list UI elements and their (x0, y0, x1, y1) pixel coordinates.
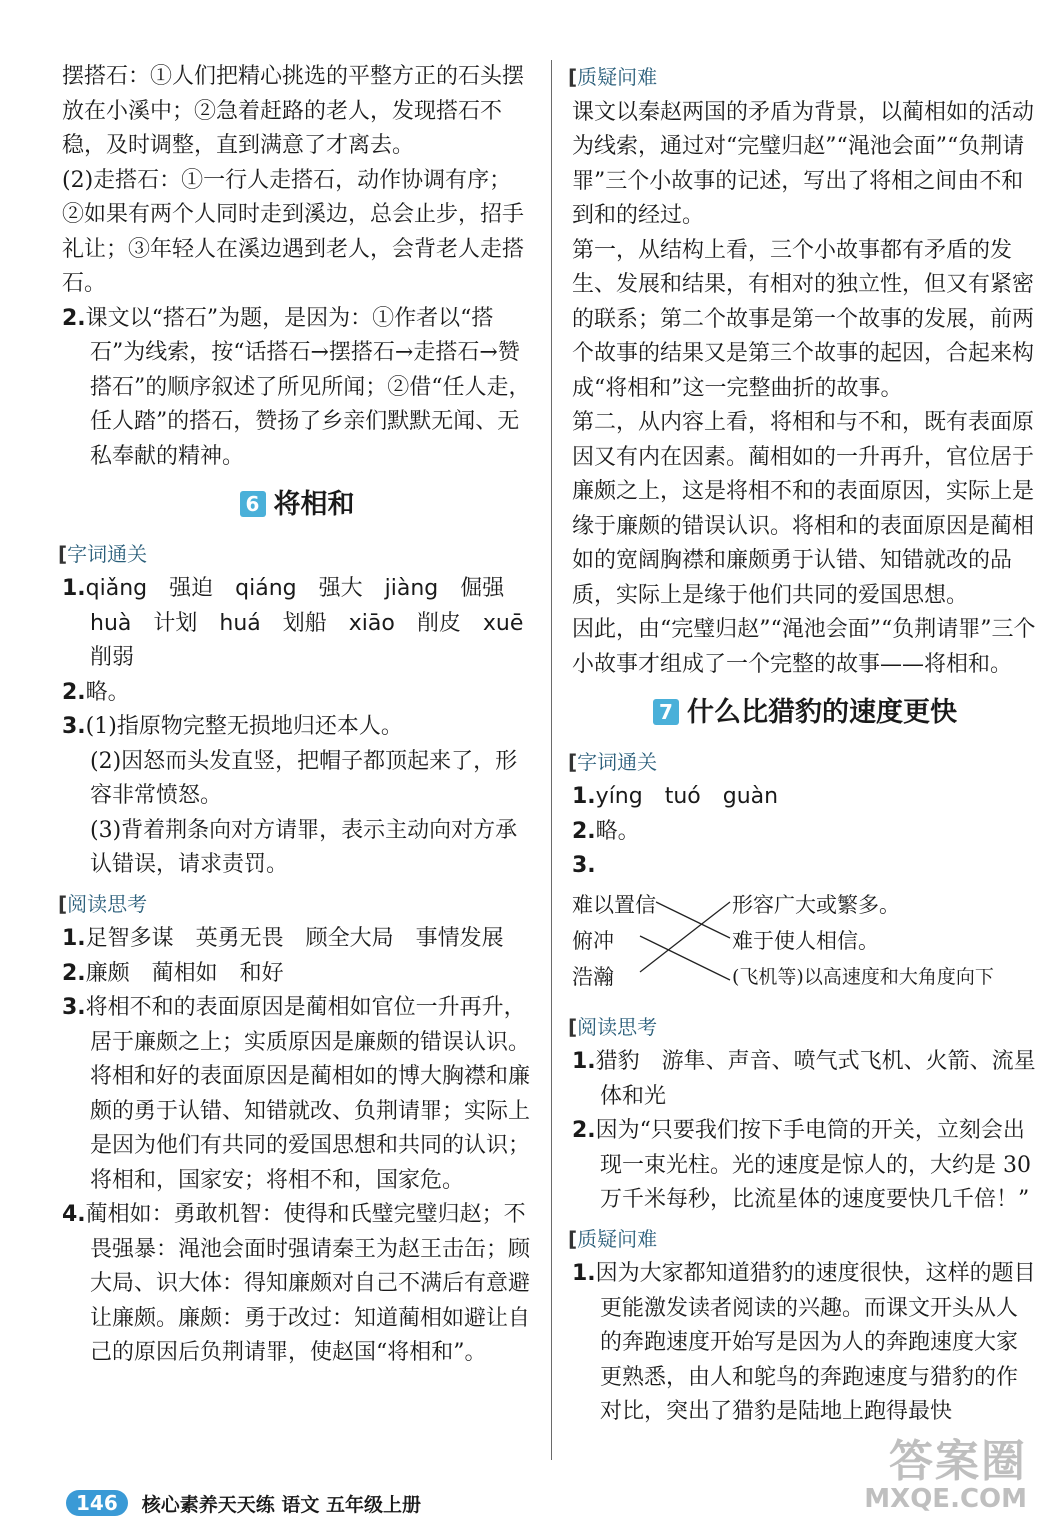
match-right-3: (飞机等)以高速度和大角度向下 (732, 965, 994, 988)
section-tag-question-2: [质疑问难 (568, 1226, 658, 1251)
right-para-3: 第二，从内容上看，将相和与不和，既有表面原因又有内在因素。蔺相如的一升再升，官位居于廉颇之上，这是将相不和的表面原因，实际上是缘于廉颇的错误认识。将相和的表面原因是蔺相如的宽阔胸襟和廉颇勇于认错、知错就改的品质，实际上是缘于他们共同的爱国思想。 (572, 410, 1035, 608)
read-q2: 2.廉颇 蔺相如 和好 (62, 960, 284, 986)
read-q2: 2.因为“只要我们按下手电筒的开关，立刻会出现一束光柱。光的速度是惊人的，大约是 30 万千米每秒，比流星体的速度要快几千倍！” (572, 1118, 1031, 1212)
section-tag-read: [阅读思考 (568, 1014, 658, 1039)
words-q1-line3: 削弱 (90, 645, 135, 670)
right-column (568, 60, 1038, 1430)
words-q3: 3. (572, 853, 596, 878)
words-q2: 2.略。 (572, 818, 640, 844)
section-tag-words: [字词通关 (568, 749, 658, 774)
lesson-7-title: 7 什么比猎豹的速度更快 (572, 696, 1038, 731)
lesson-6-title: 6 将相和 (62, 488, 532, 523)
read-q1: 1.足智多谋 英勇无畏 顾全大局 事情发展 (62, 926, 504, 951)
section-tag-words: [字词通关 (58, 541, 148, 566)
lesson-7-badge: 7 (653, 699, 679, 725)
words-q1-line2: huà 计划 huá 划船 xiāo 削皮 xuē (90, 610, 524, 636)
left-para-1: 摆搭石：①人们把精心挑选的平整方正的石头摆放在小溪中；②急着赶路的老人，发现搭石不稳，及时调整，直到满意了才离去。 (62, 64, 525, 158)
read-q3: 3.将相不和的表面原因是蔺相如官位一升再升，居于廉颇之上；实质原因是廉颇的错误认识。将相和好的表面原因是蔺相如的博大胸襟和廉颇的勇于认错、知错就改、负荆请罪；实际上是因为他们有共同的爱国思想和共同的认识；将相和，国家安；将相不和，国家危。 (62, 995, 531, 1193)
right-para-2: 第一，从结构上看，三个小故事都有矛盾的发生、发展和结果，有相对的独立性，但又有紧密的联系；第二个故事是第一个故事的发展，前两个故事的结果又是第三个故事的起因，合起来构成“将相和”这一完整曲折的故事。 (572, 237, 1035, 401)
matching-exercise (572, 888, 1038, 1006)
watermark: 答案圈 MXQE.COM (864, 1436, 1027, 1514)
match-left-3: 浩瀚 (572, 964, 614, 989)
pinyin-1: qiǎng (85, 576, 148, 601)
read-q1: 1.猎豹 游隼、声音、喷气式飞机、火箭、流星体和光 (572, 1049, 1036, 1109)
question-q1: 1.因为大家都知道猎豹的速度很快，这样的题目更能激发读者阅读的兴趣。而课文开头从人的奔跑速度开始写是因为人的奔跑速度大家更熟悉，由人和鸵鸟的奔跑速度与猎豹的作对比，突出了猎豹是陆地上跑得最快 (572, 1261, 1036, 1424)
words-q1-line1: 1.qiǎng 强迫 qiáng 强大 jiàng 倔强 (62, 576, 505, 601)
right-para-4: 因此，由“完璧归赵”“渑池会面”“负荆请罪”三个小故事才组成了一个完整的故事——将相和。 (572, 617, 1036, 677)
left-para-2: (2)走搭石：①一行人走搭石，动作协调有序；②如果有两个人同时走到溪边，总会止步，招手礼让；③年轻人在溪边遇到老人，会背老人走搭石。 (62, 167, 525, 296)
read-q4: 4.蔺相如：勇敢机智：使得和氏璧完璧归赵；不畏强暴：渑池会面时强请秦王为赵王击缶；顾大局、识大体：得知廉颇对自己不满后有意避让廉颇。廉颇：勇于改过：知道蔺相如避让自己的原因后负荆请罪，使赵国“将相和”。 (62, 1202, 531, 1365)
words-q3: 3.(1)指原物完整无损地归还本人。 (62, 714, 403, 739)
match-right-2: 难于使人相信。 (732, 928, 879, 953)
match-right-1: 形容广大或繁多。 (732, 892, 900, 917)
left-column (58, 60, 532, 1371)
book-title: 核心素养天天练 语文 五年级上册 (141, 1493, 421, 1516)
words-q1: 1.yíng tuó guàn (572, 784, 779, 809)
page-number: 146 (66, 1490, 128, 1516)
words-q3-b: (2)因怒而头发直竖，把帽子都顶起来了，形容非常愤怒。 (90, 748, 518, 808)
section-tag-read: [阅读思考 (58, 891, 148, 916)
left-q2: 2.课文以“搭石”为题，是因为：①作者以“搭石”为线索，按“话搭石→摆搭石→走搭石→赞搭石”的顺序叙述了所见所闻；②借“任人走，任人踏”的搭石，赞扬了乡亲们默默无闻、无私奉献的精神。 (62, 305, 531, 469)
match-left-2: 俯冲 (572, 928, 614, 953)
lesson-6-badge: 6 (240, 491, 266, 517)
column-divider (551, 60, 552, 1460)
words-q3-c: (3)背着荆条向对方请罪，表示主动向对方承认错误，请求责罚。 (90, 817, 518, 877)
section-tag-question: [质疑问难 (568, 65, 658, 89)
page-footer (66, 1490, 421, 1516)
words-q2: 2.略。 (62, 679, 130, 705)
right-para-1: 课文以秦赵两国的矛盾为背景，以蔺相如的活动为线索，通过对“完璧归赵”“渑池会面”“负荆请罪”三个小故事的记述，写出了将相之间由不和到和的经过。 (572, 99, 1035, 228)
match-left-1: 难以置信 (572, 892, 656, 917)
